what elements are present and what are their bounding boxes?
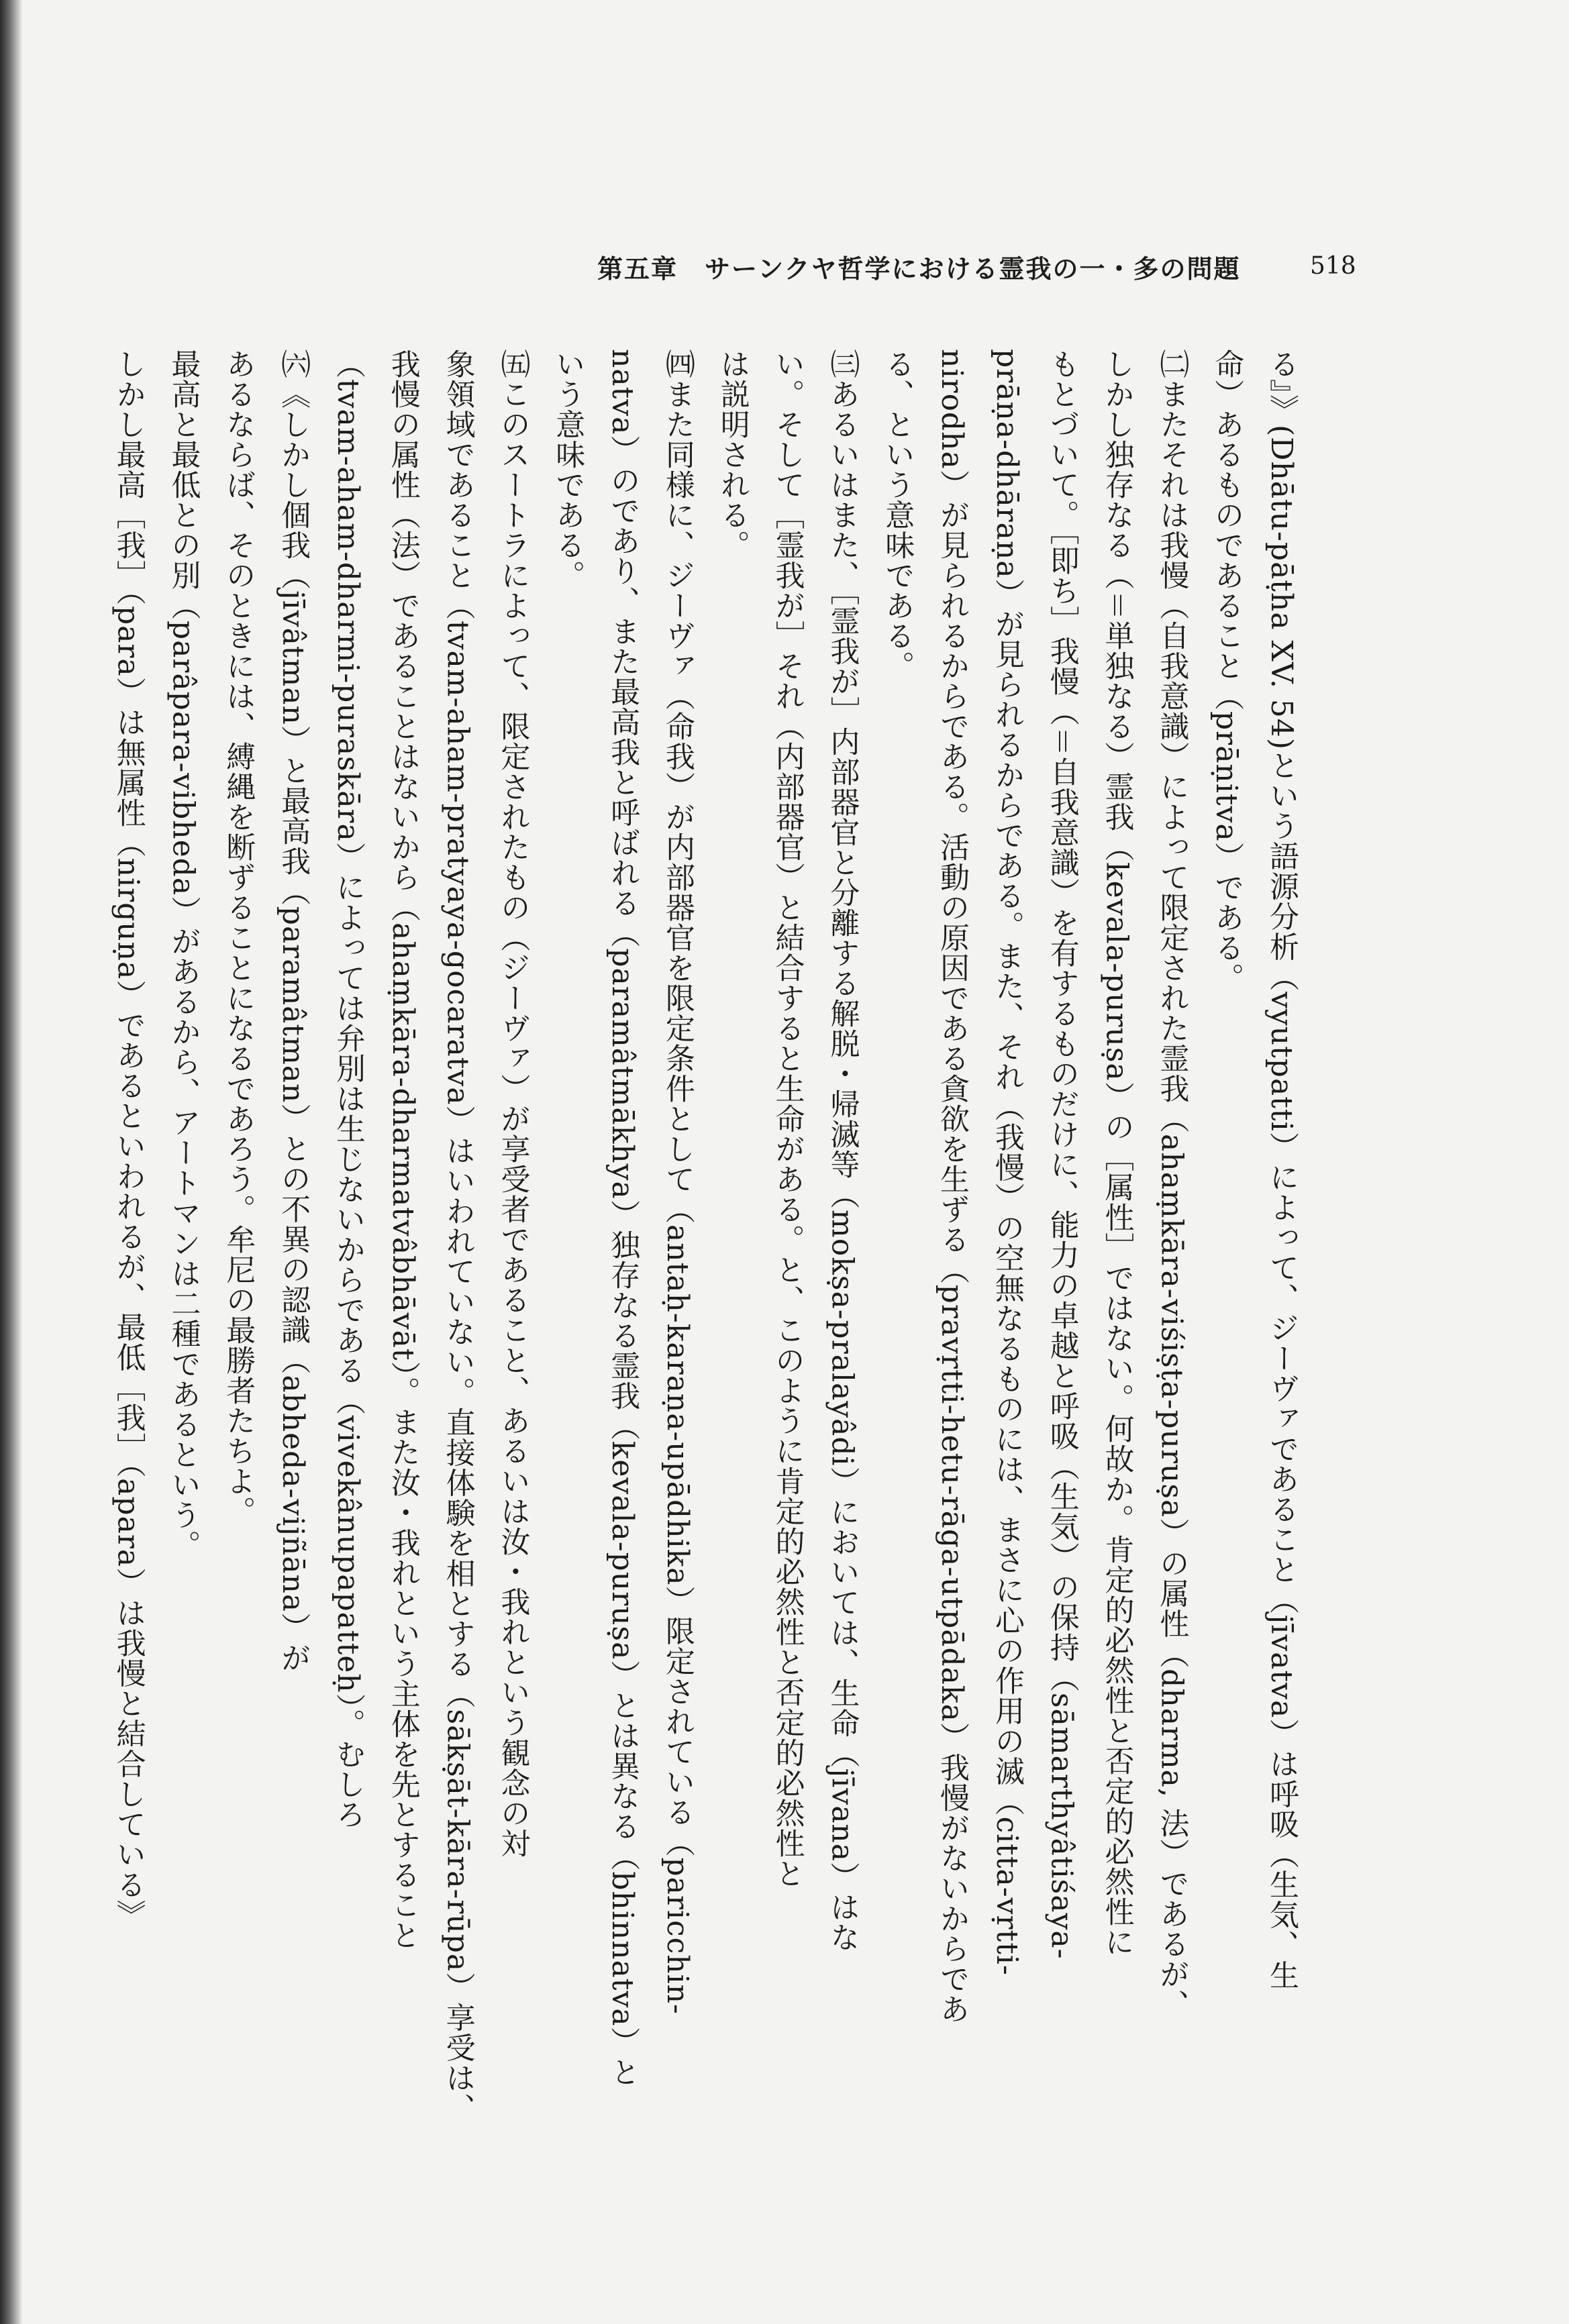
text-column: ㈣また同様に、ジーヴァ（命我）が内部器官を限定条件として（antaḥ-karaṇa-upādhika）限定されている（paricchin- bbox=[660, 349, 695, 2015]
page-number: 518 bbox=[1310, 252, 1356, 280]
text-column: ㈤このスートラによって、限定されたもの（ジーヴァ）が享受者であること、あるいは汝・我れという観念の対 bbox=[495, 349, 530, 1858]
text-column: ㈥《しかし個我（jīvâtman）と最高我（paramâtman）との不異の認識（abheda-vijñāna）が bbox=[276, 349, 311, 1673]
text-column: る』》(Dhātu-pāṭha XV. 54)という語源分析（vyutpatti）によって、ジーヴァであること（jīvatva）は呼吸（生気、生 bbox=[1264, 349, 1299, 1991]
text-column: しかし独存なる（＝単独なる）霊我（kevala-puruṣa）の［属性］ではない。何故か。肯定的必然性と否定的必然性に bbox=[1099, 349, 1134, 1957]
text-column: あるならば、そのときには、縛縄を断ずることになるであろう。牟尼の最勝者たちよ。 bbox=[221, 349, 256, 1526]
text-column: ㈢あるいはまた、［霊我が］内部器官と分離する解脱・帰滅等（mokṣa-pralayâdi）においては、生命（jīvana）はな bbox=[825, 349, 860, 1952]
text-column: る、という意味である。 bbox=[880, 349, 915, 681]
text-column: は説明される。 bbox=[715, 349, 750, 560]
text-column: prāṇa-dhāraṇa）が見られるからである。また、それ（我慢）の空無なるものには、まさに心の作用の滅（citta-vṛtti- bbox=[989, 349, 1024, 1976]
text-column: 最高と最低との別（parâpara-vibheda）があるから、アートマンは二種であるという。 bbox=[166, 349, 201, 1561]
text-column: 象領域であること（tvam-aham-pratyaya-gocaratva）はいわれていない。直接体験を相とする（sākṣāt-kāra-rūpa）享受は、 bbox=[440, 349, 475, 2123]
text-column: もとづいて。［即ち］我慢（＝自我意識）を有するものだけに、能力の卓越と呼吸（生気）の保持（sāmarthyâtiśaya- bbox=[1044, 349, 1079, 1960]
text-column: しかし最高［我］（para）は無属性（nirguṇa）であるといわれるが、最低［我］（apara）は我慢と結合している》 bbox=[111, 349, 146, 1930]
text-column: （tvam-aham-dharmi-puraskāra）によっては弁別は生じないからである（vivekânupapatteḥ）。むしろ bbox=[330, 349, 365, 1830]
text-column: nirodha）が見られるからである。活動の原因である貪欲を生ずる（pravṛtti-hetu-rāga-utpādaka）我慢がないからであ bbox=[935, 349, 970, 2024]
text-column: natva）のであり、また最高我と呼ばれる（paramâtmākhya）独存なる霊我（kevala-puruṣa）とは異なる（bhinnatva）と bbox=[605, 349, 640, 2087]
text-column: ㈡またそれは我慢（自我意識）によって限定された霊我（ahaṃkāra-viśiṣṭa-puruṣa）の属性（dharma, 法）であるが、 bbox=[1154, 349, 1189, 2019]
vertical-text-body bbox=[111, 349, 1309, 2123]
text-column: 我慢の属性（法）であることはないから（ahaṃkāra-dharmatvâbhāvāt）。また汝・我れという主体を先とすること bbox=[385, 349, 420, 1950]
chapter-header: 第五章 サーンクヤ哲学における霊我の一・多の問題 bbox=[597, 254, 1241, 284]
text-column: 命）あるものであること（prāṇitva）である。 bbox=[1209, 349, 1244, 993]
text-column: い。そして［霊我が］それ（内部器官）と結合すると生命がある。と、このように肯定的必然性と否定的必然性と bbox=[770, 349, 805, 1889]
binding-shadow bbox=[0, 0, 23, 2324]
text-column: いう意味である。 bbox=[550, 349, 585, 590]
